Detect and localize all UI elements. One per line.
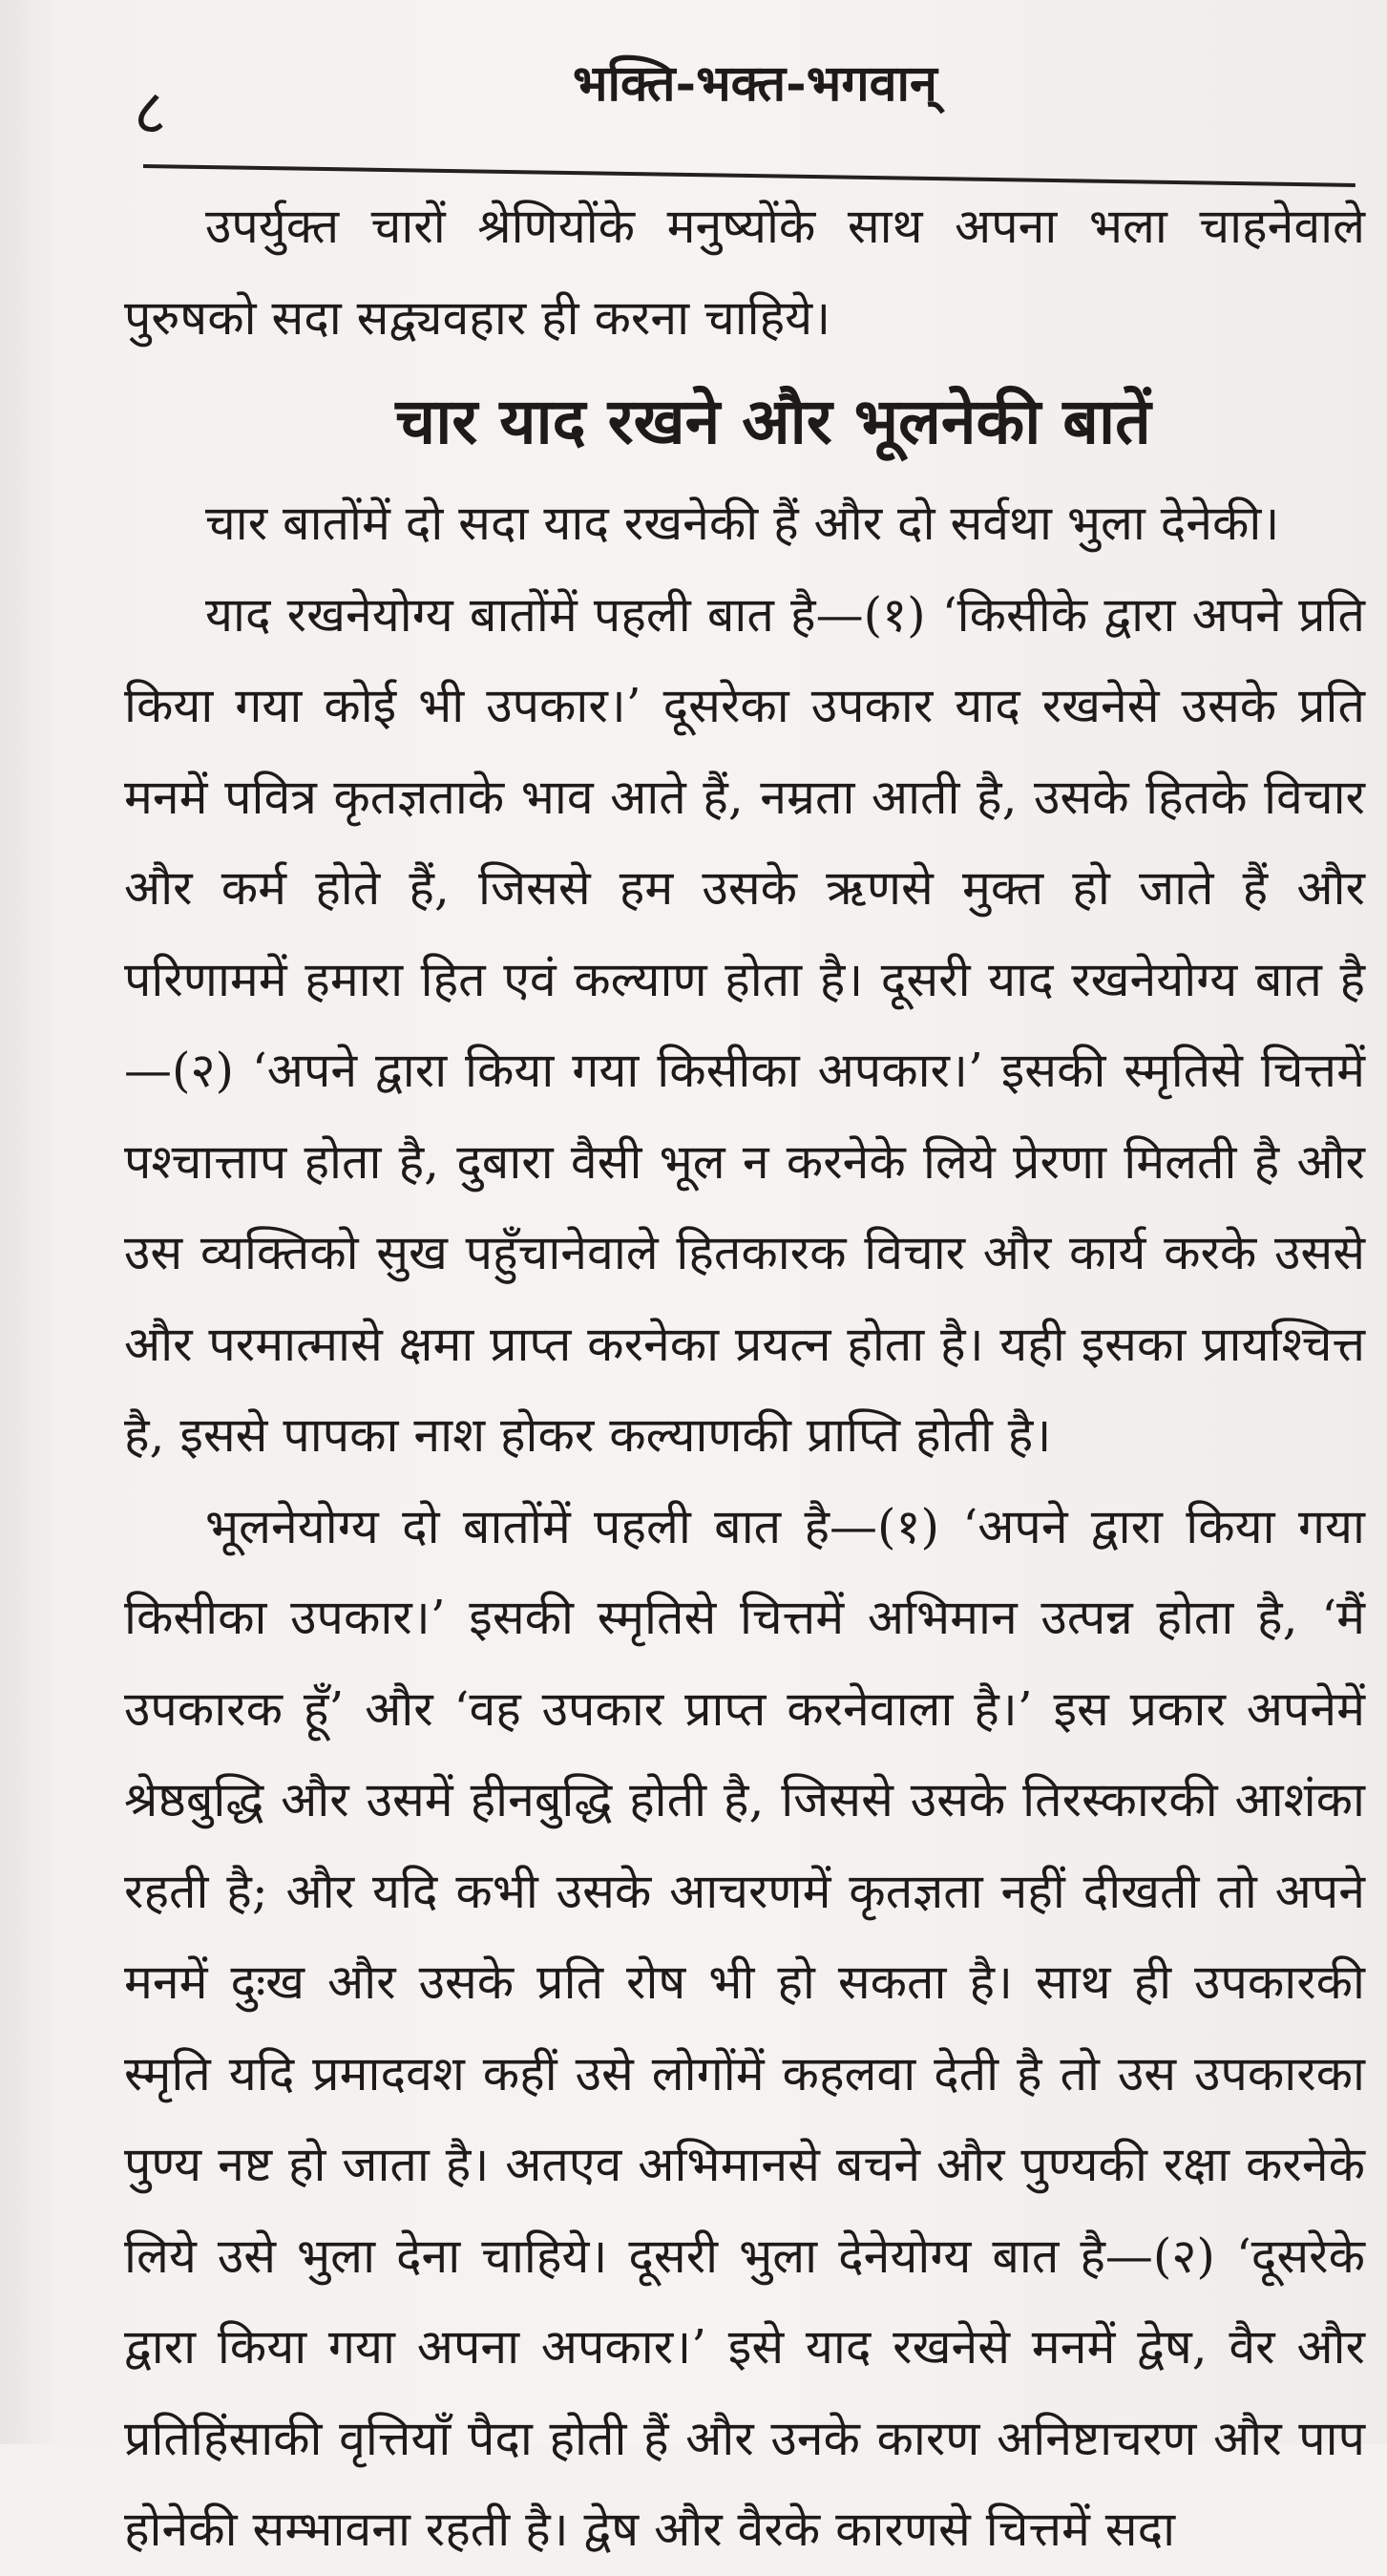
page-number: ८ <box>134 75 167 149</box>
paragraph-1: चार बातोंमें दो सदा याद रखनेकी हैं और दो सर्वथा भुला देनेकी। <box>205 496 1280 551</box>
running-title: भक्ति-भक्त-भगवान् <box>573 54 937 113</box>
paragraph-3: भूलनेयोग्य दो बातोंमें पहली बात है—(१) ‘अपने द्वारा किया गया किसीका उपकार।’ इसकी स्मृतिसे चित्तमें अभिमान उत्पन्न होता है, ‘मैं उपकारक हूँ’ और ‘वह उपकार प्राप्त करनेवाला है।’ इस प्रकार अपनेमें श्रेष्ठबुद्धि और उसमें हीनबुद्धि होती है, जिससे उसके तिरस्कारकी आशंका रहती है; और यदि कभी उसके आचरणमें कृतज्ञता नहीं दीखती तो अपने मनमें दुःख और उसके प्रति रोष भी हो सकता है। साथ ही उपकारकी स्मृति यदि प्रमादवश कहीं उसे लोगोंमें कहलवा देती है तो उस उपकारका पुण्य नष्ट हो जाता है। अतएव अभिमानसे बचने और पुण्यकी रक्षा करनेके लिये उसे भुला देना चाहिये। दूसरी भुला देनेयोग्य बात है—(२) ‘दूसरेके द्वारा किया गया अपना अपकार।’ इसे याद रखनेसे मनमें द्वेष, वैर और प्रतिहिंसाकी वृत्तियाँ पैदा होती हैं और उनके कारण अनिष्टाचरण और पाप होनेकी सम्भावना रहती है। द्वेष और वैरके कारणसे चित्तमें सदा <box>124 1498 1365 2557</box>
page-header <box>115 54 1355 162</box>
paragraph-2: याद रखनेयोग्य बातोंमें पहली बात है—(१) ‘किसीके द्वारा अपने प्रति किया गया कोई भी उपकार।’ दूसरेका उपकार याद रखनेसे उसके प्रति मनमें पवित्र कृतज्ञताके भाव आते हैं, नम्रता आती है, उसके हितके विचार और कर्म होते हैं, जिससे हम उसके ऋणसे मुक्त हो जाते हैं और परिणाममें हमारा हित एवं कल्याण होता है। दूसरी याद रखनेयोग्य बात है—(२) ‘अपने द्वारा किया गया किसीका अपकार।’ इसकी स्मृतिसे चित्तमें पश्चात्ताप होता है, दुबारा वैसी भूल न करनेके लिये प्रेरणा मिलती है और उस व्यक्तिको सुख पहुँचानेवाले हितकारक विचार और कार्य करके उससे और परमात्मासे क्षमा प्राप्त करनेका प्रयत्न होता है। यही इसका प्रायश्चित्त है, इससे पापका नाश होकर कल्याणकी प्राप्ति होती है। <box>124 586 1365 1463</box>
section-heading: चार याद रखने और भूलनेकी बातें <box>395 384 1151 458</box>
intro-paragraph: उपर्युक्त चारों श्रेणियोंके मनुष्योंके साथ अपना भला चाहनेवाले पुरुषको सदा सद्व्यवहार ही करना चाहिये। <box>124 199 1365 346</box>
page-content <box>124 181 1365 2576</box>
